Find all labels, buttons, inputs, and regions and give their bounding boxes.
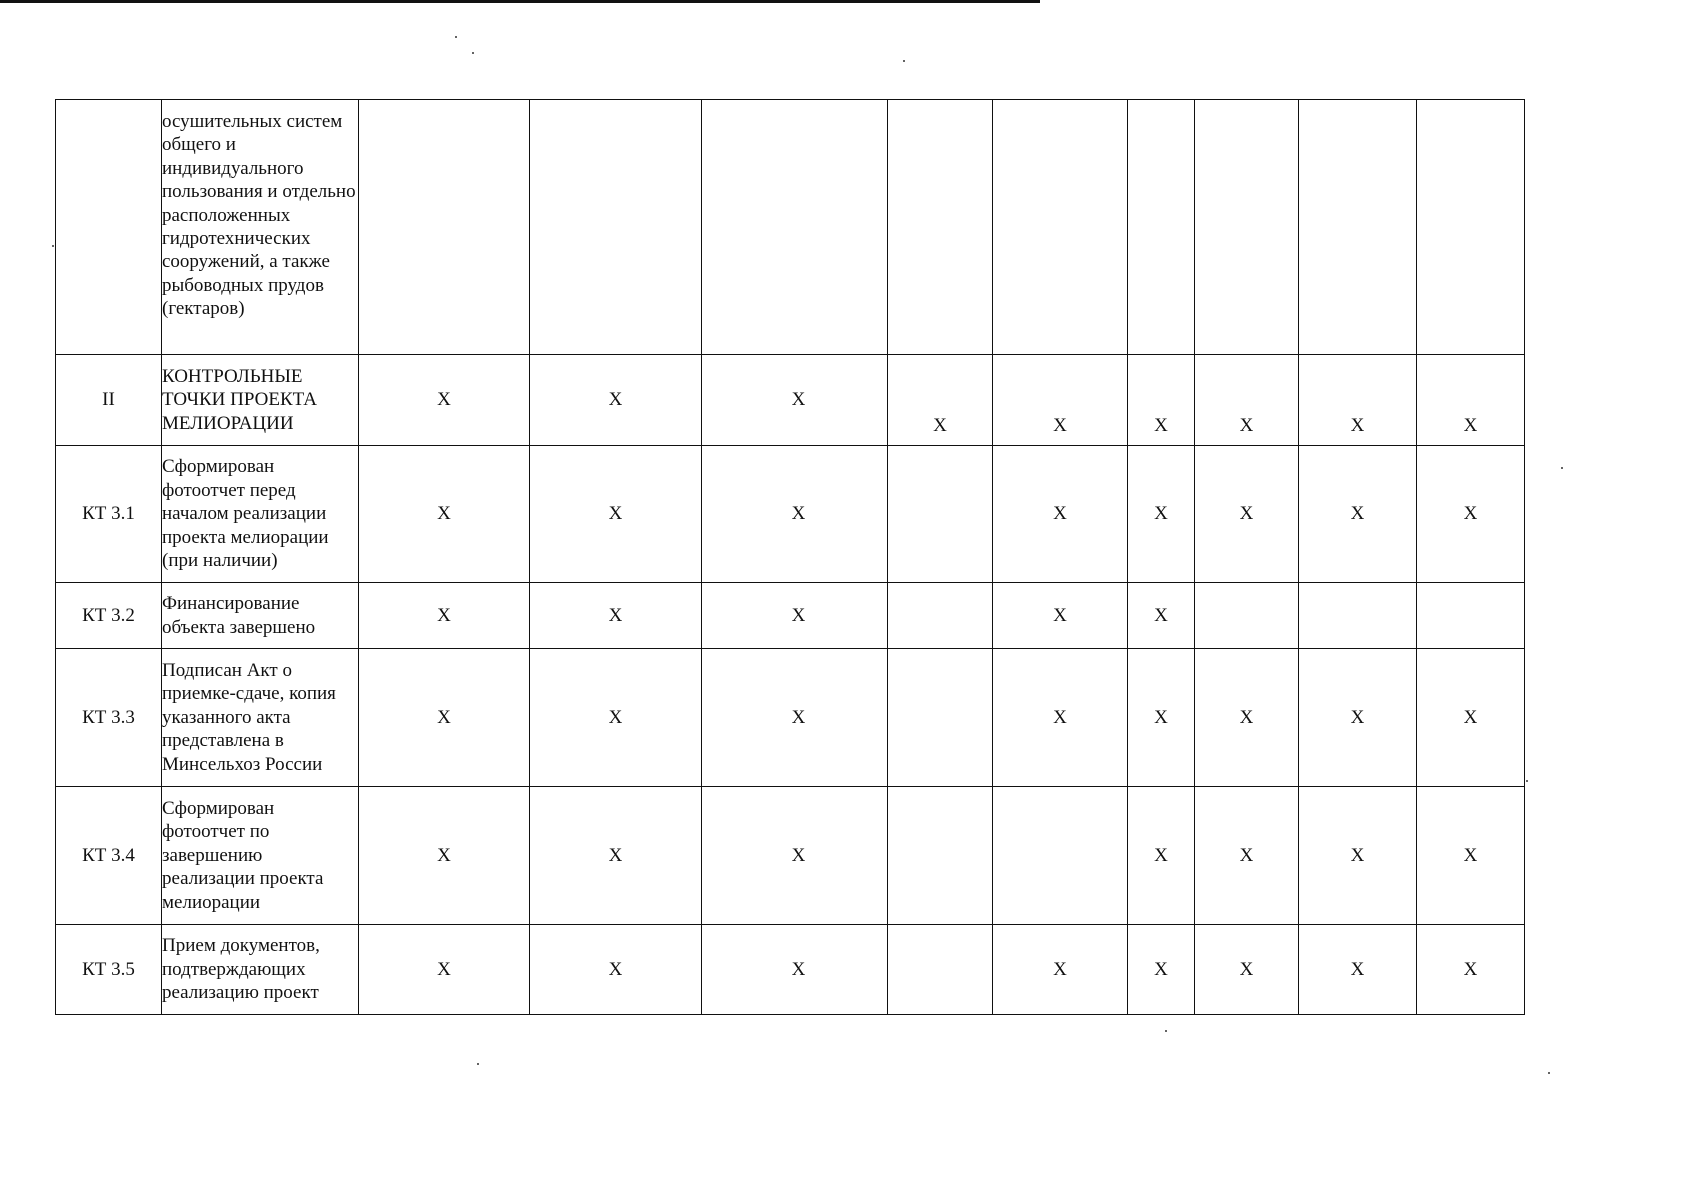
row-description: Прием документов, подтверждающих реализацию проект [162, 925, 359, 1015]
mark-cell [1417, 583, 1525, 649]
mark-cell: X [359, 355, 530, 446]
mark-cell: X [1299, 649, 1417, 787]
mark-cell [1299, 100, 1417, 355]
mark-cell: X [1195, 787, 1299, 925]
mark-cell: X [359, 787, 530, 925]
mark-cell: X [993, 355, 1128, 446]
mark-cell: X [359, 925, 530, 1015]
row-number: КТ 3.4 [56, 787, 162, 925]
mark-cell [888, 649, 993, 787]
row-number: КТ 3.1 [56, 446, 162, 583]
table-row [56, 649, 1525, 787]
mark-cell: X [1128, 355, 1195, 446]
mark-cell: X [993, 583, 1128, 649]
mark-cell [1417, 100, 1525, 355]
mark-cell: X [530, 787, 702, 925]
mark-cell: X [1299, 446, 1417, 583]
mark-cell: X [1195, 355, 1299, 446]
mark-cell [359, 100, 530, 355]
row-number: II [56, 355, 162, 446]
mark-cell: X [1299, 925, 1417, 1015]
row-description: КОНТРОЛЬНЫЕ ТОЧКИ ПРОЕКТА МЕЛИОРАЦИИ [162, 355, 359, 446]
scan-speck [477, 1063, 479, 1065]
mark-cell: X [530, 583, 702, 649]
mark-cell: X [1128, 787, 1195, 925]
mark-cell: X [702, 649, 888, 787]
mark-cell: X [359, 446, 530, 583]
table-row [56, 446, 1525, 583]
mark-cell: X [359, 583, 530, 649]
scan-speck [472, 52, 474, 54]
table-row [56, 787, 1525, 925]
mark-cell [993, 787, 1128, 925]
row-description: осушительных систем общего и индивидуального пользования и отдельно расположенных гидротехнических сооружений, а также рыбоводных прудов (гектаров) [162, 100, 359, 355]
row-number: КТ 3.3 [56, 649, 162, 787]
table-row [56, 925, 1525, 1015]
mark-cell: X [993, 925, 1128, 1015]
mark-cell: X [1128, 925, 1195, 1015]
mark-cell: X [1417, 925, 1525, 1015]
row-number: КТ 3.5 [56, 925, 162, 1015]
mark-cell: X [530, 925, 702, 1015]
scan-speck [1526, 780, 1528, 782]
mark-cell: X [1417, 787, 1525, 925]
mark-cell: X [1299, 787, 1417, 925]
table-row [56, 583, 1525, 649]
top-border-line [0, 0, 1040, 3]
table-row [56, 355, 1525, 446]
mark-cell [888, 583, 993, 649]
mark-cell: X [1299, 355, 1417, 446]
mark-cell [888, 925, 993, 1015]
mark-cell [530, 100, 702, 355]
mark-cell: X [702, 355, 888, 446]
mark-cell: X [1128, 583, 1195, 649]
mark-cell [993, 100, 1128, 355]
scan-speck [455, 36, 457, 38]
row-description: Подписан Акт о приемке-сдаче, копия указанного акта представлена в Минсельхоз России [162, 649, 359, 787]
mark-cell [888, 100, 993, 355]
mark-cell: X [1417, 355, 1525, 446]
row-number [56, 100, 162, 355]
mark-cell: X [359, 649, 530, 787]
row-description: Сформирован фотоотчет перед началом реализации проекта мелиорации (при наличии) [162, 446, 359, 583]
mark-cell: X [530, 446, 702, 583]
mark-cell: X [530, 649, 702, 787]
scan-speck [903, 60, 905, 62]
mark-cell [888, 787, 993, 925]
mark-cell: X [702, 925, 888, 1015]
mark-cell: X [1195, 649, 1299, 787]
mark-cell: X [1417, 446, 1525, 583]
mark-cell [702, 100, 888, 355]
mark-cell [1195, 583, 1299, 649]
mark-cell: X [530, 355, 702, 446]
mark-cell: X [702, 446, 888, 583]
scan-speck [52, 245, 54, 247]
table-row [56, 100, 1525, 355]
mark-cell: X [1417, 649, 1525, 787]
row-number: КТ 3.2 [56, 583, 162, 649]
mark-cell: X [702, 787, 888, 925]
mark-cell: X [888, 355, 993, 446]
mark-cell [1299, 583, 1417, 649]
mark-cell: X [1195, 446, 1299, 583]
mark-cell: X [993, 649, 1128, 787]
mark-cell: X [993, 446, 1128, 583]
row-description: Сформирован фотоотчет по завершению реализации проекта мелиорации [162, 787, 359, 925]
row-description: Финансирование объекта завершено [162, 583, 359, 649]
mark-cell: X [1128, 649, 1195, 787]
mark-cell: X [702, 583, 888, 649]
mark-cell [888, 446, 993, 583]
mark-cell [1128, 100, 1195, 355]
scan-speck [1165, 1030, 1167, 1032]
mark-cell [1195, 100, 1299, 355]
mark-cell: X [1128, 446, 1195, 583]
scan-speck [1561, 467, 1563, 469]
control-points-table [55, 99, 1525, 1015]
mark-cell: X [1195, 925, 1299, 1015]
scan-speck [1548, 1072, 1550, 1074]
